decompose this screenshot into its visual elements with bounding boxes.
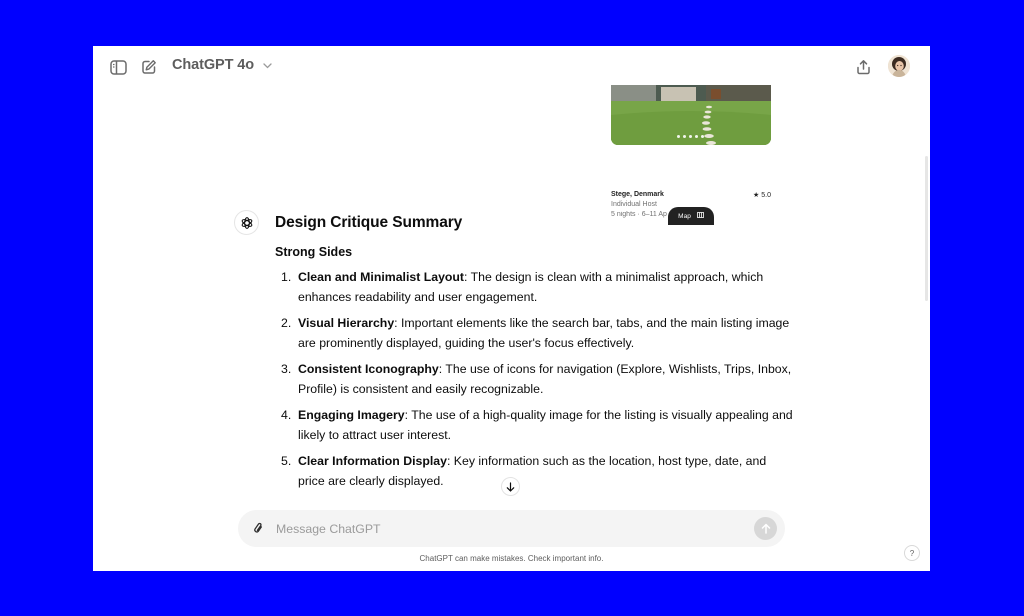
arrow-down-icon	[506, 482, 515, 492]
listing-card[interactable]	[611, 85, 771, 220]
model-selector[interactable]	[172, 57, 272, 73]
list-item: 1. Clean and Minimalist Layout: The design is clean with a minimalist approach, which enhances readability and user engagement.	[281, 270, 764, 304]
image-carousel-dots	[677, 135, 704, 138]
map-label: Map	[678, 212, 691, 220]
sidebar-toggle-icon[interactable]	[105, 56, 131, 78]
paperclip-icon[interactable]	[248, 518, 268, 538]
message-composer	[238, 510, 785, 547]
top-bar	[93, 46, 930, 86]
chat-window	[93, 46, 930, 571]
listing-dates: 5 nights · 6–11 Ap	[611, 211, 667, 218]
listing-image	[611, 85, 771, 145]
list-item: 2. Visual Hierarchy: Important elements like the search bar, tabs, and the main listing image are prominently displayed, guiding the user's focus effectively.	[281, 316, 790, 350]
message-title: Design Critique Summary	[275, 214, 463, 231]
disclaimer-text: ChatGPT can make mistakes. Check important info.	[419, 554, 604, 563]
list-item: 4. Engaging Imagery: The use of a high-quality image for the listing is visually appealing and likely to attract user interest.	[281, 408, 793, 442]
new-chat-icon[interactable]	[136, 56, 162, 78]
strong-sides-list	[275, 267, 795, 491]
scroll-down-button[interactable]	[501, 477, 520, 496]
scrollbar[interactable]	[925, 156, 928, 301]
openai-logo-icon	[234, 210, 259, 235]
avatar[interactable]	[888, 55, 910, 77]
listing-rating: ★ 5.0	[753, 192, 771, 199]
listing-host: Individual Host	[611, 201, 657, 208]
help-button[interactable]: ?	[904, 545, 920, 561]
assistant-message	[275, 214, 795, 497]
share-icon[interactable]	[850, 56, 876, 78]
arrow-up-icon	[761, 523, 771, 534]
list-item: 5. Clear Information Display: Key information such as the location, host type, date, and price are clearly displayed.	[281, 454, 767, 488]
list-item: 3. Consistent Iconography: The use of icons for navigation (Explore, Wishlists, Trips, Inbox, Profile) is consistent and easily recognizable.	[281, 362, 792, 396]
chevron-down-icon	[263, 57, 272, 73]
model-name: ChatGPT 4o	[172, 57, 254, 73]
section-heading: Strong Sides	[275, 245, 353, 259]
listing-location: Stege, Denmark	[611, 191, 664, 198]
send-button[interactable]	[754, 517, 777, 540]
message-input[interactable]	[276, 518, 736, 539]
